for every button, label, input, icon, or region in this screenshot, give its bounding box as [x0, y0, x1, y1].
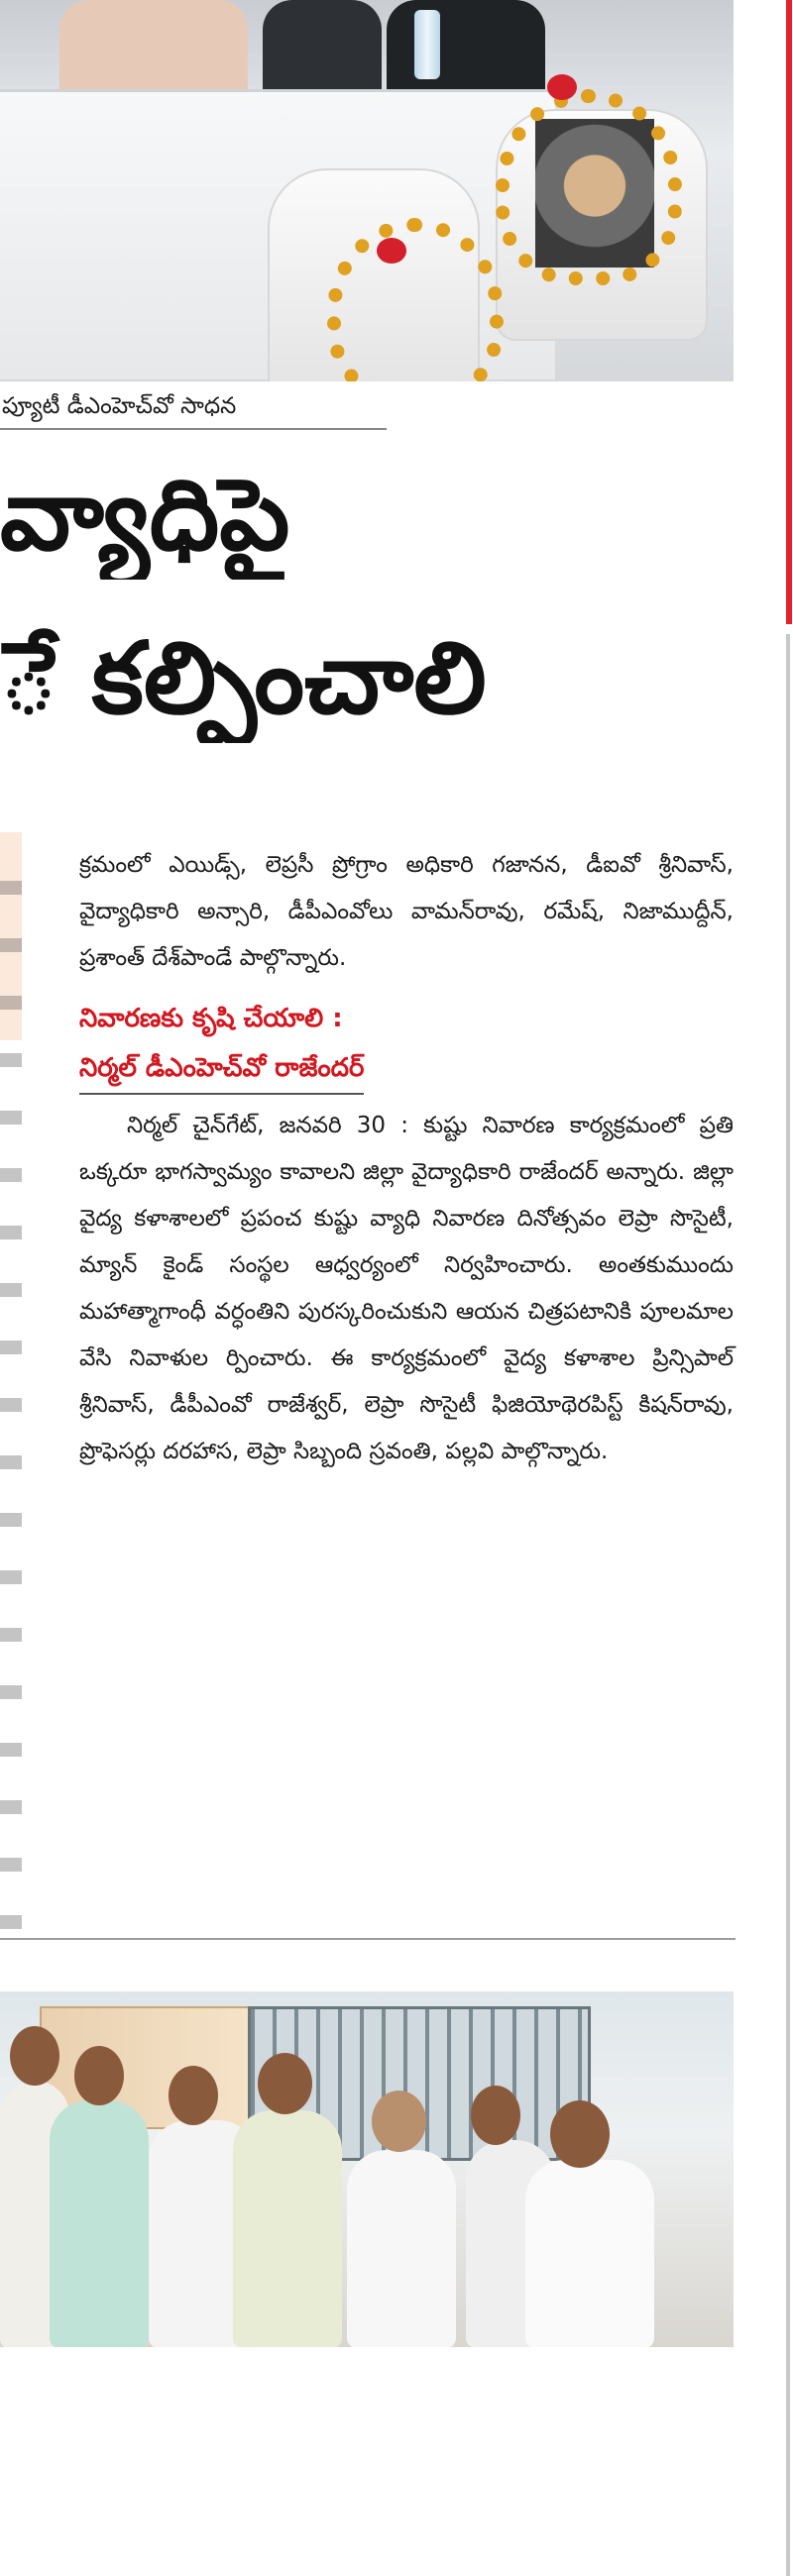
subheading: నివారణకు కృషి చేయాలి : — [79, 1004, 343, 1033]
person-head — [10, 2026, 59, 2086]
person-head — [550, 2100, 610, 2168]
bottom-photo — [0, 1991, 734, 2347]
headline-line-2: ే కల్పించాలి — [0, 620, 487, 736]
article-body — [79, 842, 734, 1475]
garland — [496, 89, 682, 285]
subheading: నిర్మల్ డీఎంహెచ్‌వో రాజేందర్ — [79, 1043, 364, 1095]
person-figure — [50, 2100, 149, 2347]
person-figure — [233, 2110, 342, 2347]
person-head — [169, 2066, 218, 2125]
grey-column-rule — [786, 634, 790, 2576]
person-figure — [347, 2150, 456, 2347]
red-column-rule — [786, 0, 792, 624]
top-photo — [0, 0, 734, 381]
flower — [377, 238, 406, 264]
person-head — [74, 2046, 124, 2105]
photo-caption: ప్యూటీ డీఎంహెచ్‌వో సాధన — [0, 384, 387, 430]
section-divider — [0, 1938, 736, 1940]
person-figure — [525, 2160, 654, 2347]
water-bottle — [414, 10, 440, 79]
person-head — [372, 2091, 426, 2152]
person-head — [258, 2053, 312, 2114]
article-paragraph: నిర్మల్ చైన్‌గేట్, జనవరి 30 : కుష్టు నివారణ కార్యక్రమంలో ప్రతి ఒక్కరూ భాగస్వామ్యం కావాలని జిల్లా వైద్యాధికారి రాజేందర్ అన్నారు. జిల్లా వైద్య కళాశాలలో ప్రపంచ కుష్టు వ్యాధి నివారణ దినోత్సవం లెప్రా సొసైటీ, మ్యాన్ కైండ్ సంస్థల ఆధ్వర్యంలో నిర్వహించారు. అంతకుముందు మహాత్మాగాంధీ వర్ధంతిని పురస్కరించుకుని ఆయన చిత్రపటానికి పూలమాల వేసి నివాళుల ర్పించారు. ఈ కార్యక్రమంలో వైద్య కళాశాల ప్రిన్సిపాల్ శ్రీనివాస్, డీపీఎంవో రాజేశ్వర్, లెప్రా సొసైటీ ఫిజియోథెరపిస్ట్ కిషన్‌రావు, ప్రొఫెసర్లు దరహాస, లెప్రా సిబ్బంది స్రవంతి, పల్లవి పాల్గొన్నారు. — [79, 1113, 734, 1464]
person-head — [471, 2086, 520, 2145]
article-paragraph: క్రమంలో ఎయిడ్స్, లెప్రసీ ప్రోగ్రాం అధికారి గజానన, డీఐవో శ్రీనివాస్, వైద్యాధికారి అన్సారి, డీపీఎంవోలు వామన్‌రావు, రమేష్, నిజాముద్దీన్, ప్రశాంత్ దేశ్‌పాండే పాల్గొన్నారు. — [79, 852, 734, 971]
flower — [547, 74, 577, 100]
headline-line-1: వ్యాధిపై — [0, 457, 290, 573]
adjacent-column-fragment — [0, 837, 22, 1937]
